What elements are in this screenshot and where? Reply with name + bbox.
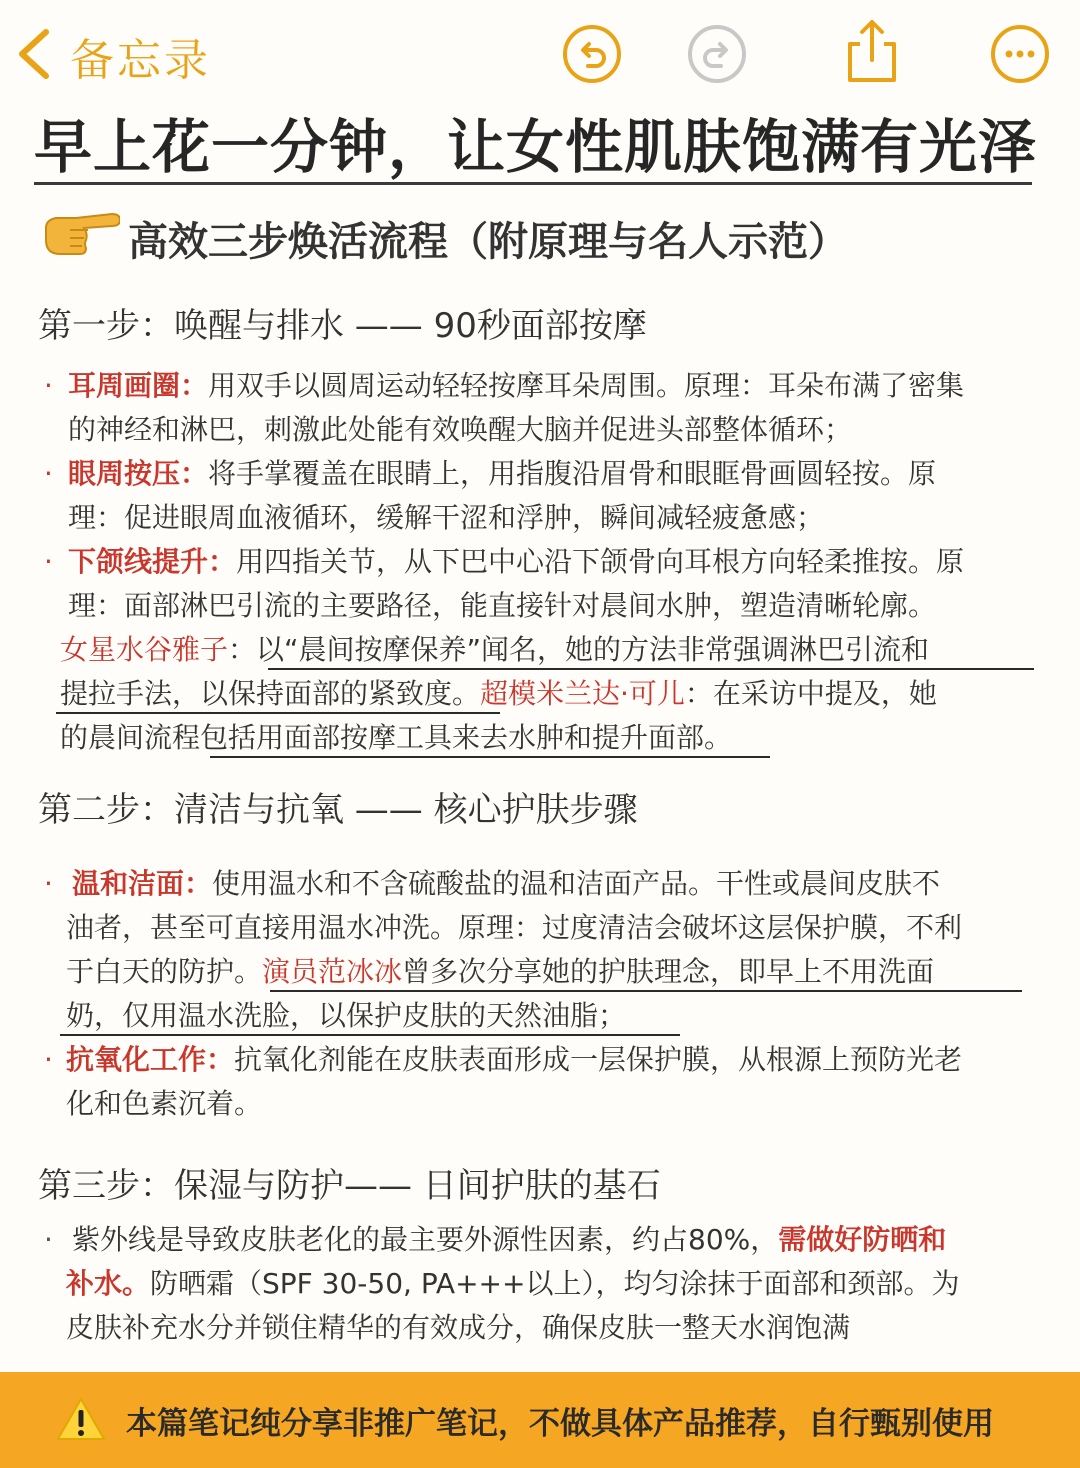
celebrity-text: ：以“晨间按摩保养”闻名，她的方法非常强调淋巴引流和	[228, 633, 930, 666]
underline	[268, 668, 1034, 670]
bullet-text: 将手掌覆盖在眼睛上，用指腹沿眉骨和眼眶骨画圆轻按。原	[208, 457, 937, 490]
bullet-label: 抗氧化工作：	[66, 1043, 235, 1076]
list-item	[66, 1038, 962, 1082]
disclaimer-banner	[0, 1372, 1080, 1468]
list-item	[72, 862, 940, 906]
celebrity-text: 奶，仅用温水洗脸，以保护皮肤的天然油脂；	[66, 999, 627, 1032]
bullet-label: 耳周画圈：	[68, 369, 209, 402]
bullet-text: 紫外线是导致皮肤老化的最主要外源性因素，约占80%，	[72, 1223, 779, 1256]
list-item	[68, 452, 936, 496]
bullet-dot: ·	[44, 1223, 53, 1256]
bullet-text: 皮肤补充水分并锁住精华的有效成分，确保皮肤一整天水润饱满	[66, 1311, 851, 1344]
undo-icon[interactable]	[562, 24, 622, 84]
bullet-text: 使用温水和不含硫酸盐的温和洁面产品。干性或晨间皮肤不	[212, 867, 941, 900]
celebrity-example	[60, 672, 937, 716]
emphasis-text: 补水。	[66, 1267, 151, 1300]
back-button[interactable]: 备忘录	[70, 35, 211, 86]
bullet-text: 用四指关节，从下巴中心沿下颌骨向耳根方向轻柔推按。原	[236, 545, 965, 578]
list-item	[66, 1262, 959, 1306]
step-3-title: 第三步：保湿与防护—— 日间护肤的基石	[38, 1166, 661, 1206]
section-header: 高效三步焕活流程（附原理与名人示范）	[128, 219, 848, 265]
bullet-text: 用双手以圆周运动轻轻按摩耳朵周围。原理：耳朵布满了密集	[208, 369, 965, 402]
step-1-title: 第一步：唤醒与排水 —— 90秒面部按摩	[38, 306, 647, 346]
redo-icon[interactable]	[687, 24, 747, 84]
bullet-text: 抗氧化剂能在皮肤表面形成一层保护膜，从根源上预防光老	[234, 1043, 963, 1076]
step-2-title: 第二步：清洁与抗氧 —— 核心护肤步骤	[38, 790, 638, 830]
disclaimer-text: 本篇笔记纯分享非推广笔记，不做具体产品推荐，自行甄别使用	[126, 1406, 994, 1442]
list-item	[68, 364, 964, 408]
underline	[56, 712, 500, 714]
top-nav-bar	[0, 0, 1080, 100]
bullet-dot: ·	[44, 369, 53, 402]
emphasis-text: 需做好防晒和	[778, 1223, 947, 1256]
bullet-text: 的神经和淋巴，刺激此处能有效唤醒大脑并促进头部整体循环；	[68, 413, 853, 446]
celebrity-text: ：在采访中提及，她	[684, 677, 937, 710]
list-item	[66, 950, 934, 994]
pointing-hand-icon	[40, 206, 120, 258]
bullet-dot: ·	[44, 867, 53, 900]
bullet-text: 于白天的防护。	[66, 955, 263, 988]
bullet-text: 理：面部淋巴引流的主要路径，能直接针对晨间水肿，塑造清晰轮廓。	[68, 589, 937, 622]
bullet-text: 防晒霜（SPF 30-50, PA+++以上），均匀涂抹于面部和颈部。为	[150, 1267, 960, 1300]
more-icon[interactable]	[990, 24, 1050, 84]
celebrity-name: 女星水谷雅子	[60, 633, 229, 666]
bullet-dot: ·	[44, 457, 53, 490]
bullet-label: 下颌线提升：	[68, 545, 237, 578]
bullet-text: 油者，甚至可直接用温水冲洗。原理：过度清洁会破坏这层保护膜，不利	[66, 911, 963, 944]
celebrity-text: 的晨间流程包括用面部按摩工具来去水肿和提升面部。	[60, 721, 733, 754]
chevron-left-icon[interactable]	[14, 28, 54, 80]
bullet-label: 温和洁面：	[72, 867, 213, 900]
note-title: 早上花一分钟，让女性肌肤饱满有光泽	[34, 113, 1038, 181]
bullet-text: 理：促进眼周血液循环，缓解干涩和浮肿，瞬间减轻疲惫感；	[68, 501, 825, 534]
bullet-text: 化和色素沉着。	[66, 1087, 263, 1120]
celebrity-example	[60, 628, 929, 672]
warning-icon	[56, 1396, 106, 1442]
celebrity-name: 超模米兰达·可儿	[480, 677, 685, 710]
bullet-dot: ·	[44, 545, 53, 578]
celebrity-text: 提拉手法，以保持面部的紧致度。	[60, 677, 481, 710]
underline	[60, 1034, 680, 1036]
list-item	[72, 1218, 946, 1262]
underline	[210, 756, 770, 758]
share-icon[interactable]	[842, 16, 902, 76]
bullet-label: 眼周按压：	[68, 457, 209, 490]
list-item	[68, 540, 964, 584]
celebrity-name: 演员范冰冰	[262, 955, 403, 988]
underline	[270, 990, 1022, 992]
bullet-dot: ·	[44, 1043, 53, 1076]
celebrity-text: 曾多次分享她的护肤理念，即早上不用洗面	[402, 955, 935, 988]
title-divider	[34, 182, 1032, 185]
